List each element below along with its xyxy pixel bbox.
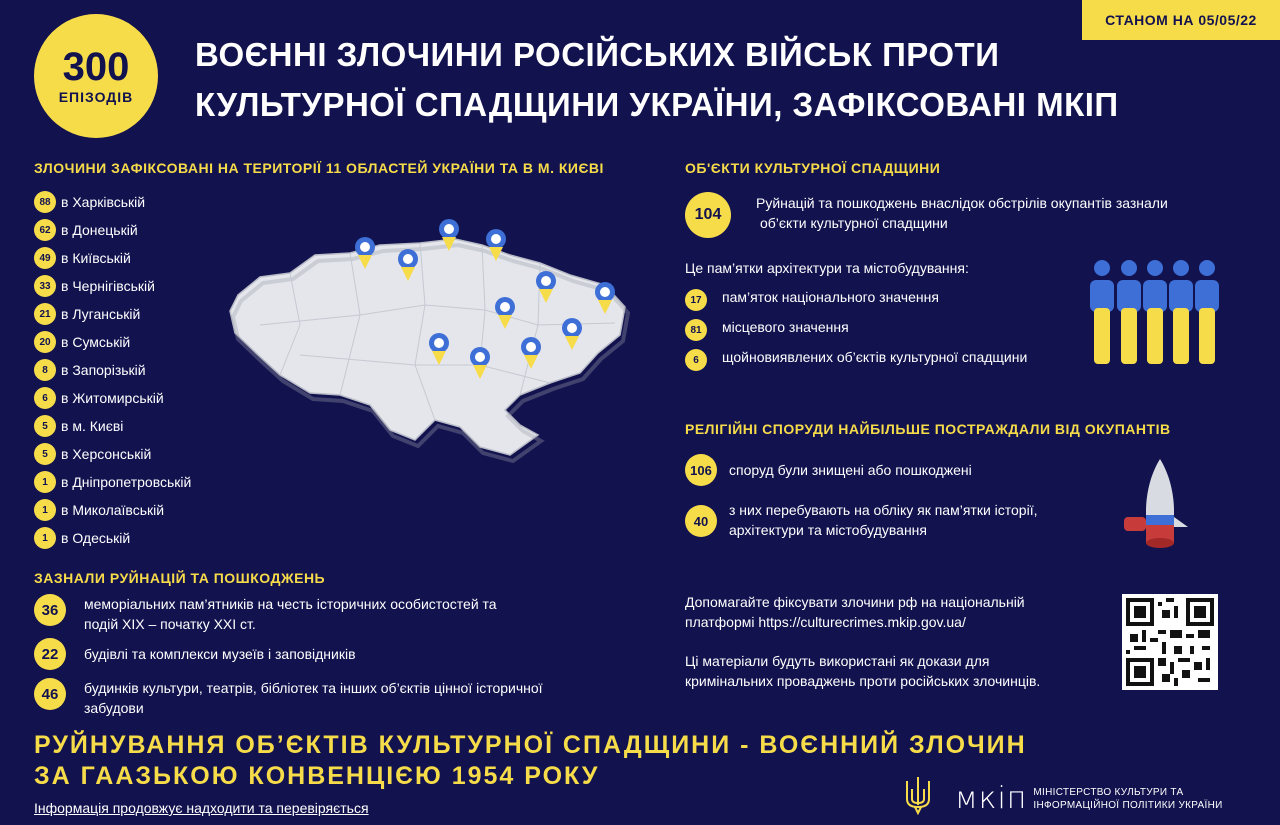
region-label: в Запорізькій <box>61 362 146 378</box>
footer-statement <box>34 730 1027 792</box>
damage-text-line: будинків культури, театрів, бібліотек та інших об’єктів цінної історичної <box>84 680 543 696</box>
heritage-description <box>756 193 1168 233</box>
qr-code[interactable] <box>1122 594 1218 690</box>
region-label: в Київській <box>61 250 131 266</box>
region-label: в Луганській <box>61 306 141 322</box>
count-badge: 49 <box>34 247 56 269</box>
count-badge: 46 <box>34 678 66 710</box>
count-badge: 5 <box>34 415 56 437</box>
missile-icon <box>1118 455 1194 555</box>
title-line-1: ВОЄННІ ЗЛОЧИНИ РОСІЙСЬКИХ ВІЙСЬК ПРОТИ <box>195 36 1000 73</box>
religious-item-text: споруд були знищені або пошкоджені <box>729 462 972 478</box>
religious-item-text <box>729 500 1038 540</box>
list-item <box>34 678 614 718</box>
ministry-logo <box>955 781 1223 816</box>
damage-text-line: меморіальних пам’ятників на честь історичних особистостей та <box>84 596 497 612</box>
region-label: в Сумській <box>61 334 131 350</box>
ukraine-map <box>220 215 640 465</box>
heritage-description-line: об’єкти культурної спадщини <box>760 215 948 231</box>
count-badge: 20 <box>34 331 56 353</box>
region-label: в м. Києві <box>61 418 124 434</box>
count-badge: 81 <box>685 319 707 341</box>
ministry-name-line: МІНІСТЕРСТВО КУЛЬТУРИ ТА <box>1033 786 1184 798</box>
region-label: в Чернігівській <box>61 278 155 294</box>
title-line-2: КУЛЬТУРНОЇ СПАДЩИНИ УКРАЇНИ, ЗАФІКСОВАНІ МКІП <box>195 86 1119 123</box>
list-item <box>34 638 614 670</box>
list-item <box>34 440 191 468</box>
damage-text-line: будівлі та комплекси музеїв і заповідників <box>84 646 356 662</box>
list-item <box>34 300 191 328</box>
list-item <box>34 328 191 356</box>
regions-list <box>34 188 191 552</box>
list-item <box>34 412 191 440</box>
count-badge: 36 <box>34 594 66 626</box>
list-item <box>34 188 191 216</box>
region-label: в Херсонській <box>61 446 152 462</box>
evidence-text-line: кримінальних проваджень проти російських злочинців. <box>685 673 1041 689</box>
footer-statement-line: ЗА ГААЗЬКОЮ КОНВЕНЦІЄЮ 1954 РОКУ <box>34 762 600 790</box>
damage-text-line: подій XIX – початку XXI ст. <box>84 616 256 632</box>
heritage-sub-intro: Це пам’ятки архітектури та містобудування: <box>685 260 969 276</box>
list-item <box>34 524 191 552</box>
religious-heading: РЕЛІГІЙНІ СПОРУДИ НАЙБІЛЬШЕ ПОСТРАЖДАЛИ ВІД ОКУПАНТІВ <box>685 421 1171 437</box>
heritage-item-label: щойновиявлених об’єктів культурної спадщини <box>722 349 1028 365</box>
region-label: в Донецькій <box>61 222 138 238</box>
count-badge: 1 <box>34 499 56 521</box>
page-title <box>195 30 1195 130</box>
qr-code-icon <box>1126 598 1214 686</box>
heritage-description-line: Руйнацій та пошкоджень внаслідок обстрілів окупантів зазнали <box>756 195 1168 211</box>
list-item <box>34 384 191 412</box>
trident-icon <box>903 775 933 815</box>
ministry-name-line: ІНФОРМАЦІЙНОЇ ПОЛІТИКИ УКРАЇНИ <box>1033 799 1223 811</box>
evidence-text <box>685 651 1040 691</box>
list-item <box>34 468 191 496</box>
help-text <box>685 592 1025 632</box>
count-badge: 33 <box>34 275 56 297</box>
ministry-logo-word: мкіп <box>955 781 1028 816</box>
evidence-text-line: Ці матеріали будуть використані як докази для <box>685 653 990 669</box>
damage-text-line: забудови <box>84 700 144 716</box>
count-badge: 6 <box>685 349 707 371</box>
damage-heading: ЗАЗНАЛИ РУЙНАЦІЙ ТА ПОШКОДЖЕНЬ <box>34 570 326 586</box>
list-item <box>34 216 191 244</box>
damage-text <box>84 594 497 634</box>
list-item <box>34 594 614 634</box>
heritage-item-label: місцевого значення <box>722 319 849 335</box>
religious-item-line: архітектури та містобудування <box>729 522 927 538</box>
heritage-heading: ОБ'ЄКТИ КУЛЬТУРНОЇ СПАДЩИНИ <box>685 160 941 176</box>
region-label: в Дніпропетровській <box>61 474 192 490</box>
count-badge: 17 <box>685 289 707 311</box>
help-text-line[interactable]: платформі https://culturecrimes.mkip.gov.ua/ <box>685 614 966 630</box>
count-badge: 88 <box>34 191 56 213</box>
episodes-counter <box>34 14 158 138</box>
heritage-item-label: пам’яток національного значення <box>722 289 939 305</box>
count-badge: 8 <box>34 359 56 381</box>
episodes-label: ЕПІЗОДІВ <box>58 89 134 105</box>
count-badge: 106 <box>685 454 717 486</box>
region-label: в Житомирській <box>61 390 164 406</box>
count-badge: 5 <box>34 443 56 465</box>
list-item <box>34 496 191 524</box>
list-item <box>34 272 191 300</box>
footer-statement-line: РУЙНУВАННЯ ОБ’ЄКТІВ КУЛЬТУРНОЇ СПАДЩИНИ - ВОЄННИЙ ЗЛОЧИН <box>34 731 1027 759</box>
region-label: в Харківській <box>61 194 146 210</box>
heritage-count-badge: 104 <box>685 192 731 238</box>
damage-text <box>84 678 543 718</box>
list-item <box>34 356 191 384</box>
count-badge: 40 <box>685 505 717 537</box>
episodes-count: 300 <box>62 45 130 89</box>
count-badge: 1 <box>34 471 56 493</box>
ministry-name <box>1033 786 1222 812</box>
regions-heading: ЗЛОЧИНИ ЗАФІКСОВАНІ НА ТЕРИТОРІЇ 11 ОБЛАСТЕЙ УКРАЇНИ ТА В М. КИЄВІ <box>34 160 604 176</box>
people-figures-icon <box>1082 258 1228 368</box>
footer-note-link[interactable]: Інформація продовжує надходити та перевіряється <box>34 800 369 816</box>
count-badge: 1 <box>34 527 56 549</box>
damage-text <box>84 638 356 664</box>
count-badge: 62 <box>34 219 56 241</box>
help-text-line: Допомагайте фіксувати злочини рф на національній <box>685 594 1025 610</box>
region-label: в Миколаївській <box>61 502 165 518</box>
religious-item-line: з них перебувають на обліку як пам’ятки історії, <box>729 502 1038 518</box>
count-badge: 6 <box>34 387 56 409</box>
count-badge: 21 <box>34 303 56 325</box>
list-item <box>34 244 191 272</box>
region-label: в Одеській <box>61 530 131 546</box>
count-badge: 22 <box>34 638 66 670</box>
date-badge: СТАНОМ НА 05/05/22 <box>1082 0 1280 40</box>
